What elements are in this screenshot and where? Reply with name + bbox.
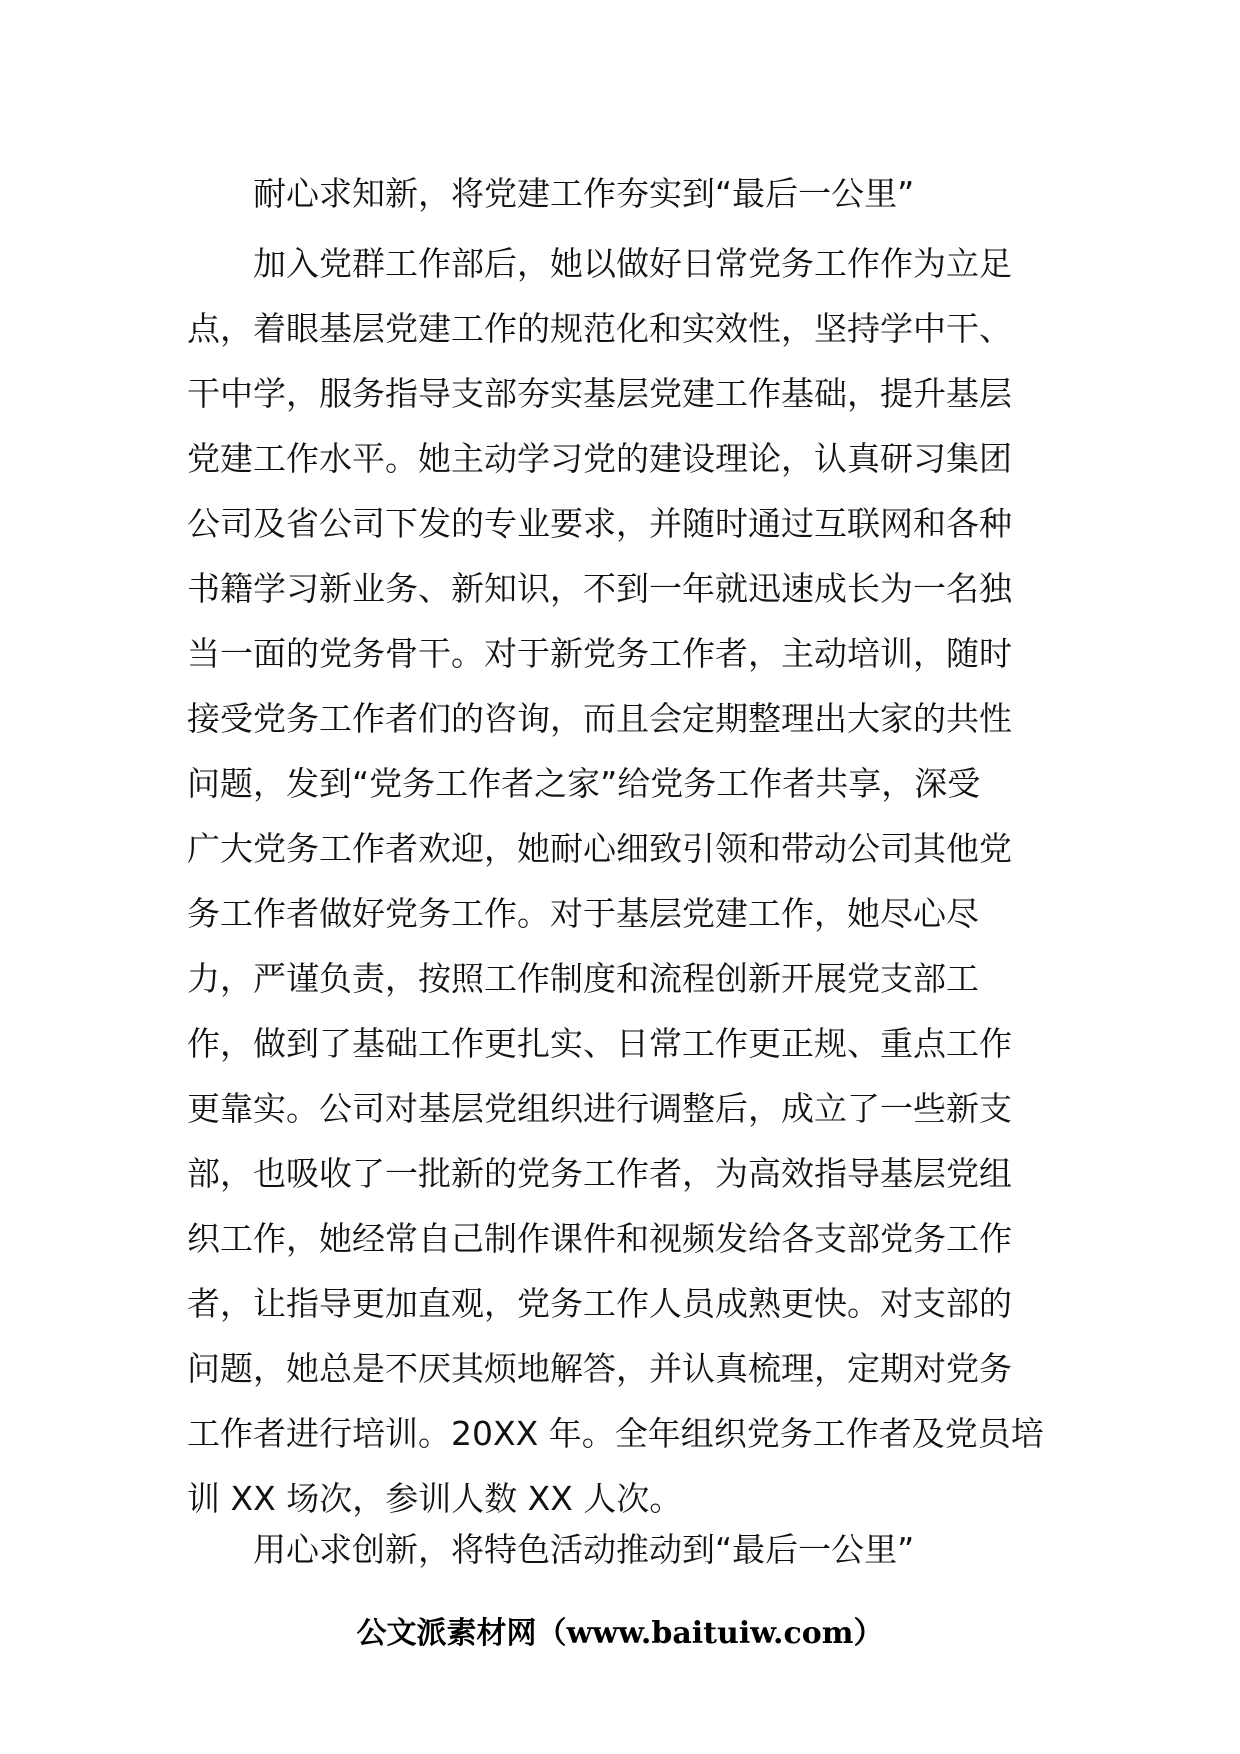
paragraph-line: 公司及省公司下发的专业要求，并随时通过互联网和各种 xyxy=(187,504,1012,543)
paragraph-line: 更靠实。公司对基层党组织进行调整后，成立了一些新支 xyxy=(187,1089,1012,1128)
paragraph-line: 当一面的党务骨干。对于新党务工作者，主动培训，随时 xyxy=(187,634,1012,673)
footer-watermark: 公文派素材网（www.baituiw.com） xyxy=(356,1616,884,1651)
body-paragraph xyxy=(187,242,1067,1542)
paragraph-line: 部，也吸收了一批新的党务工作者，为高效指导基层党组 xyxy=(187,1154,1012,1193)
paragraph-line: 接受党务工作者们的咨询，而且会定期整理出大家的共性 xyxy=(187,699,1012,738)
paragraph-line: 问题，发到“党务工作者之家”给党务工作者共享，深受 xyxy=(187,764,981,803)
paragraph-line: 力，严谨负责，按照工作制度和流程创新开展党支部工 xyxy=(187,959,979,998)
paragraph-line: 工作者进行培训。20XX 年。全年组织党务工作者及党员培 xyxy=(187,1414,1044,1453)
paragraph-line: 书籍学习新业务、新知识，不到一年就迅速成长为一名独 xyxy=(187,569,1012,608)
paragraph-line: 织工作，她经常自己制作课件和视频发给各支部党务工作 xyxy=(187,1219,1012,1258)
paragraph-line: 作，做到了基础工作更扎实、日常工作更正规、重点工作 xyxy=(187,1024,1012,1063)
paragraph-line: 加入党群工作部后，她以做好日常党务工作作为立足 xyxy=(253,244,1012,283)
paragraph-line: 党建工作水平。她主动学习党的建设理论，认真研习集团 xyxy=(187,439,1012,478)
paragraph-line: 干中学，服务指导支部夯实基层党建工作基础，提升基层 xyxy=(187,374,1012,413)
paragraph-line: 训 XX 场次，参训人数 XX 人次。 xyxy=(187,1479,683,1518)
paragraph-line: 者，让指导更加直观，党务工作人员成熟更快。对支部的 xyxy=(187,1284,1012,1323)
section-heading: 耐心求知新，将党建工作夯实到“最后一公里” xyxy=(253,174,915,213)
paragraph-line: 广大党务工作者欢迎，她耐心细致引领和带动公司其他党 xyxy=(187,829,1012,868)
paragraph-line: 点，着眼基层党建工作的规范化和实效性，坚持学中干、 xyxy=(187,309,1012,348)
paragraph-line: 问题，她总是不厌其烦地解答，并认真梳理，定期对党务 xyxy=(187,1349,1012,1388)
section-heading: 用心求创新，将特色活动推动到“最后一公里” xyxy=(253,1530,915,1569)
paragraph-line: 务工作者做好党务工作。对于基层党建工作，她尽心尽 xyxy=(187,894,979,933)
